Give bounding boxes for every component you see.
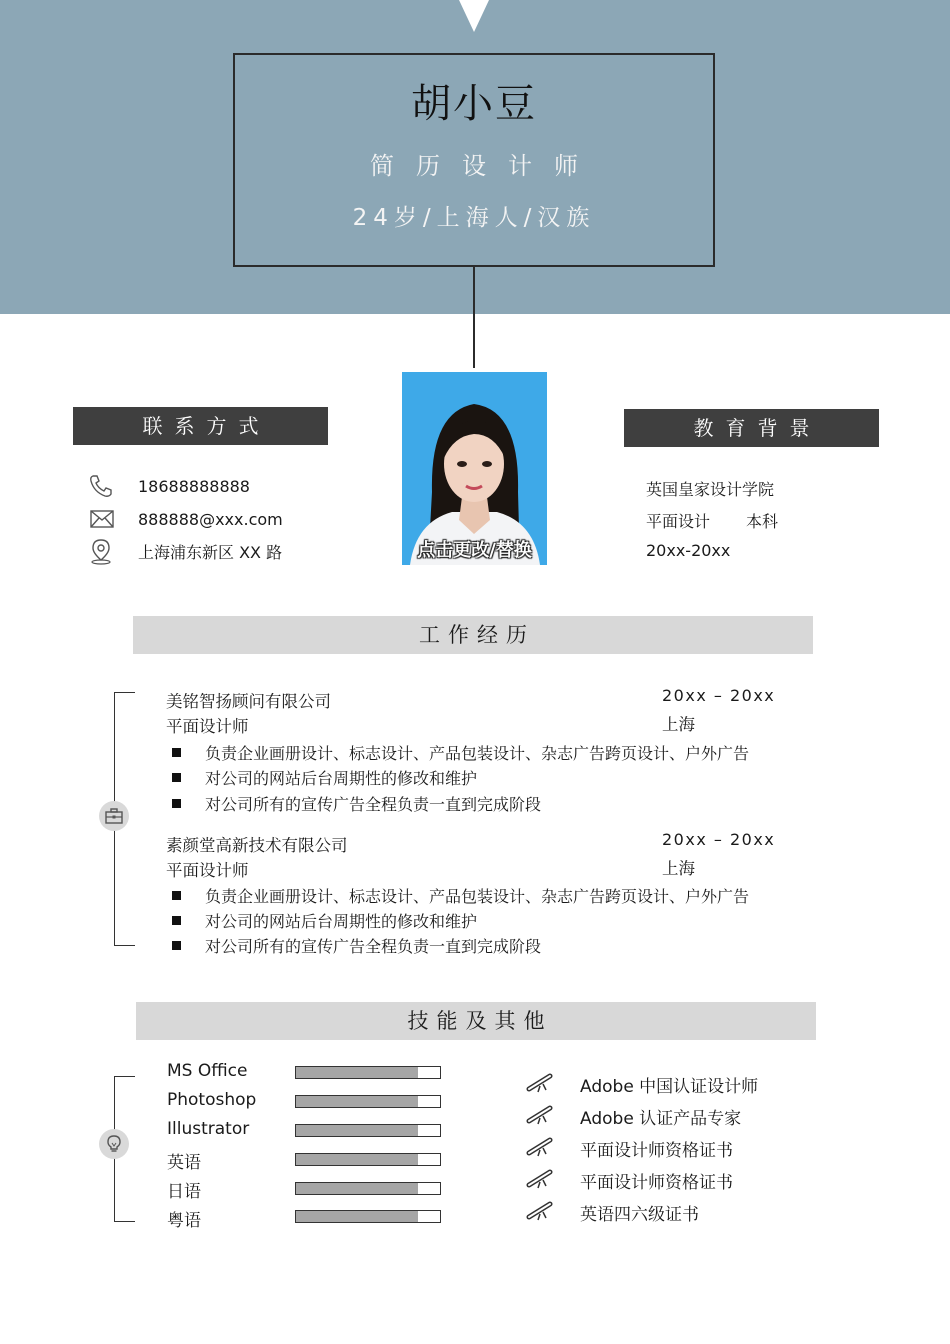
certificate-name: Adobe 中国认证设计师 <box>580 1077 759 1097</box>
certificate-name: 平面设计师资格证书 <box>580 1173 733 1193</box>
job-location: 上海 <box>662 715 695 734</box>
header-notch <box>459 0 489 32</box>
certificate-name: 平面设计师资格证书 <box>580 1141 733 1161</box>
envelope-icon <box>88 508 138 530</box>
skill-name: 粤语 <box>167 1211 201 1231</box>
work-heading: 工作经历 <box>133 616 813 654</box>
work-section-badge <box>99 801 129 831</box>
diploma-icon <box>526 1071 580 1098</box>
skill-name: Illustrator <box>167 1119 250 1139</box>
skill-level-bar <box>295 1182 441 1195</box>
skill-level-fill <box>296 1154 418 1165</box>
address-text: 上海浦东新区 XX 路 <box>138 542 283 562</box>
resume-name: 胡小豆 <box>411 81 537 127</box>
contact-heading: 联系方式 <box>73 407 328 445</box>
education-period: 20xx-20xx <box>646 541 731 560</box>
skill-name: 日语 <box>167 1182 201 1202</box>
diploma-icon <box>526 1135 580 1162</box>
certificate-row <box>526 1071 758 1098</box>
job-duty: 对公司的网站后台周期性的修改和维护 <box>172 766 477 789</box>
skill-level-bar <box>295 1153 441 1166</box>
job-duty: 负责企业画册设计、标志设计、产品包装设计、杂志广告跨页设计、户外广告 <box>172 884 749 907</box>
certificate-row <box>526 1199 699 1226</box>
phone-number: 18688888888 <box>138 476 250 496</box>
job-duty: 对公司所有的宣传广告全程负责一直到完成阶段 <box>172 792 541 815</box>
job-duty: 对公司的网站后台周期性的修改和维护 <box>172 909 477 932</box>
phone-icon <box>88 473 138 499</box>
job-role: 平面设计师 <box>166 861 249 880</box>
contact-phone-row <box>88 472 388 500</box>
skill-level-bar <box>295 1066 441 1079</box>
major-name: 平面设计 <box>646 512 711 531</box>
job-period: 20xx – 20xx <box>662 830 776 849</box>
skill-level-bar <box>295 1095 441 1108</box>
certificate-name: Adobe 认证产品专家 <box>580 1109 742 1129</box>
job-duty: 对公司所有的宣传广告全程负责一直到完成阶段 <box>172 934 541 957</box>
diploma-icon <box>526 1167 580 1194</box>
job-location: 上海 <box>662 859 695 878</box>
skill-level-fill <box>296 1125 418 1136</box>
connector-line <box>473 265 475 368</box>
skill-level-bar <box>295 1210 441 1223</box>
job-role: 平面设计师 <box>166 717 249 736</box>
skill-level-fill <box>296 1183 418 1194</box>
job-period: 20xx – 20xx <box>662 686 776 705</box>
skill-level-bar <box>295 1124 441 1137</box>
lightbulb-icon <box>105 1134 123 1154</box>
skill-level-fill <box>296 1211 418 1222</box>
skills-heading: 技能及其他 <box>136 1002 816 1040</box>
briefcase-icon <box>104 807 124 825</box>
certificate-row <box>526 1103 741 1130</box>
diploma-icon <box>526 1199 580 1226</box>
location-pin-icon <box>88 537 138 565</box>
email-address: 888888@xxx.com <box>138 509 283 529</box>
skill-name: MS Office <box>167 1061 248 1081</box>
degree-name: 本科 <box>746 512 779 531</box>
skill-name: 英语 <box>167 1153 201 1173</box>
job-company: 素颜堂高新技术有限公司 <box>166 836 348 855</box>
certificate-row <box>526 1167 733 1194</box>
resume-title: 简历设计师 <box>370 152 600 180</box>
skill-level-fill <box>296 1096 418 1107</box>
skill-level-fill <box>296 1067 418 1078</box>
job-duty: 负责企业画册设计、标志设计、产品包装设计、杂志广告跨页设计、户外广告 <box>172 741 749 764</box>
skills-section-badge <box>99 1129 129 1159</box>
certificate-row <box>526 1135 733 1162</box>
photo-replace-caption[interactable]: 点击更改/替换 <box>417 540 532 561</box>
school-name: 英国皇家设计学院 <box>646 480 775 499</box>
certificate-name: 英语四六级证书 <box>580 1205 699 1225</box>
contact-email-row <box>88 505 388 533</box>
diploma-icon <box>526 1103 580 1130</box>
skill-name: Photoshop <box>167 1090 257 1110</box>
resume-meta: 24岁/上海人/汉族 <box>352 205 596 231</box>
contact-address-row <box>88 537 388 565</box>
education-heading: 教育背景 <box>624 409 879 447</box>
job-company: 美铭智扬顾问有限公司 <box>166 692 331 711</box>
